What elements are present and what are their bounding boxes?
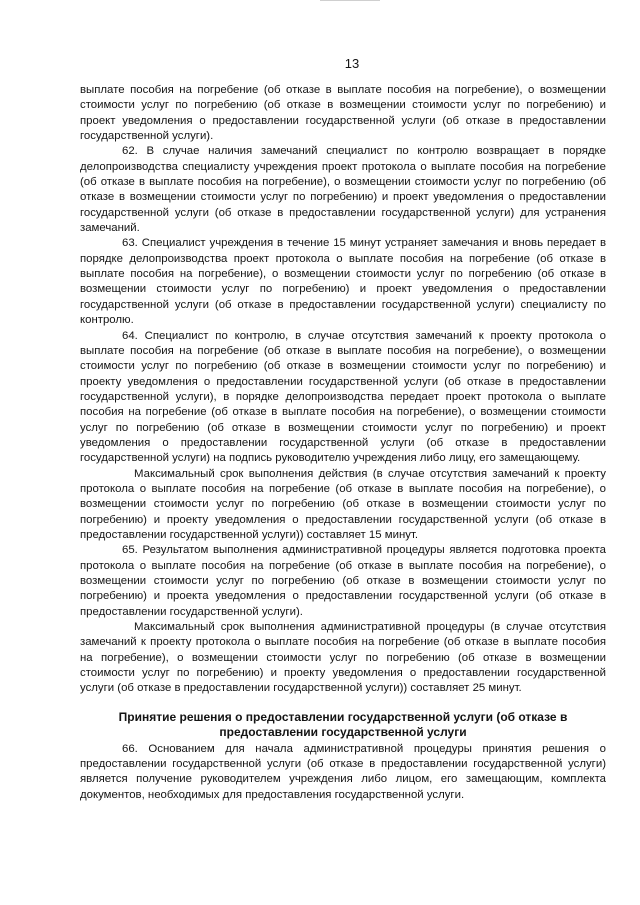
paragraph-63: 63. Специалист учреждения в течение 15 минут устраняет замечания и вновь передает в порядке делопроизводства проект протокола о выплате пособия на погребение (об отказе в выплате пособия на погребение), о возмещении стоимости услуг по погребению (об отказе в возмещении стоимости услуг по погребению) и проект уведомления о предоставлении государственной услуги (об отказе в предоставлении государственной услуги) специалисту по контролю. (80, 237, 606, 327)
section-heading: Принятие решения о предоставлении государственной услуги (об отказе в предоставлении государственной услуги (118, 709, 568, 740)
paragraph-64: 64. Специалист по контролю, в случае отсутствия замечаний к проекту протокола о выплате пособия на погребение (об отказе в выплате пособия на погребение), о возмещении стоимости услуг по погребению (об отказе в возмещении стоимости услуг по погребению) и проекту уведомления о предоставлении государственной услуги (об отказе в предоставлении государственной услуги), в порядке делопроизводства передает проект протокола о выплате пособия на погребение (об отказе в выплате пособия на погребение), о возмещении стоимости услуг по погребению (об отказе в возмещении стоимости услуг по погребению) и проект уведомления о предоставлении государственной услуги (об отказе в предоставлении государственной услуги) на подпись руководителю учреждения либо лицу, его замещающему. (80, 329, 606, 465)
paragraph-continuation: выплате пособия на погребение (об отказе в выплате пособия на погребение), о возмещении стоимости услуг по погребению (об отказе в возмещении стоимости услуг по погребению) и проект уведомления о предоставлении государственной услуги (об отказе в предоставлении государственной услуги). (80, 84, 606, 143)
paragraph-62: 62. В случае наличия замечаний специалист по контролю возвращает в порядке делопроизводства специалисту учреждения проект протокола о выплате пособия на погребение (об отказе в выплате пособия на погребение), о возмещении стоимости услуг по погребению (об отказе в возмещении стоимости услуг по погребению) и проект уведомления о предоставлении государственной услуги (об отказе в предоставлении государственной услуги) для устранения замечаний. (80, 145, 606, 235)
paragraph-65: 65. Результатом выполнения административной процедуры является подготовка проекта протокола о выплате пособия на погребение (об отказе в выплате пособия на погребение), о возмещении стоимости услуг по погребению (об отказе в возмещении стоимости услуг по погребению) и проекта уведомления о предоставлении государственной услуги (об отказе в предоставлении государственной услуги). (80, 544, 606, 618)
paragraph-66: 66. Основанием для начала административной процедуры принятия решения о предоставлении государственной услуги (об отказе в предоставлении государственной услуги) является получение руководителем учреждения либо лицом, его замещающим, комплекта документов, необходимых для предоставления государственной услуги. (80, 742, 606, 801)
paragraph-max-time-procedure: Максимальный срок выполнения административной процедуры (в случае отсутствия замечаний к проекту протокола о выплате пособия на погребение (об отказе в выплате пособия на погребение), о возмещении стоимости услуг по погребению (об отказе в возмещении стоимости услуг по погребению) и проекту уведомления о предоставлении государственной услуги (об отказе в предоставлении государственной услуги)) составляет 25 минут. (80, 621, 606, 695)
scan-mark (320, 0, 380, 1)
paragraph-max-time-action: Максимальный срок выполнения действия (в случае отсутствия замечаний к проекту протокола о выплате пособия на погребение (об отказе в выплате пособия на погребение), о возмещении стоимости услуг по погребению (об отказе в возмещении стоимости услуг по погребению) и проекту уведомления о предоставлении государственной услуги (об отказе в предоставлении государственной услуги)) составляет 15 минут. (80, 467, 606, 541)
body-text-after (80, 742, 606, 803)
page-number: 13 (344, 56, 360, 71)
body-text (80, 83, 606, 697)
